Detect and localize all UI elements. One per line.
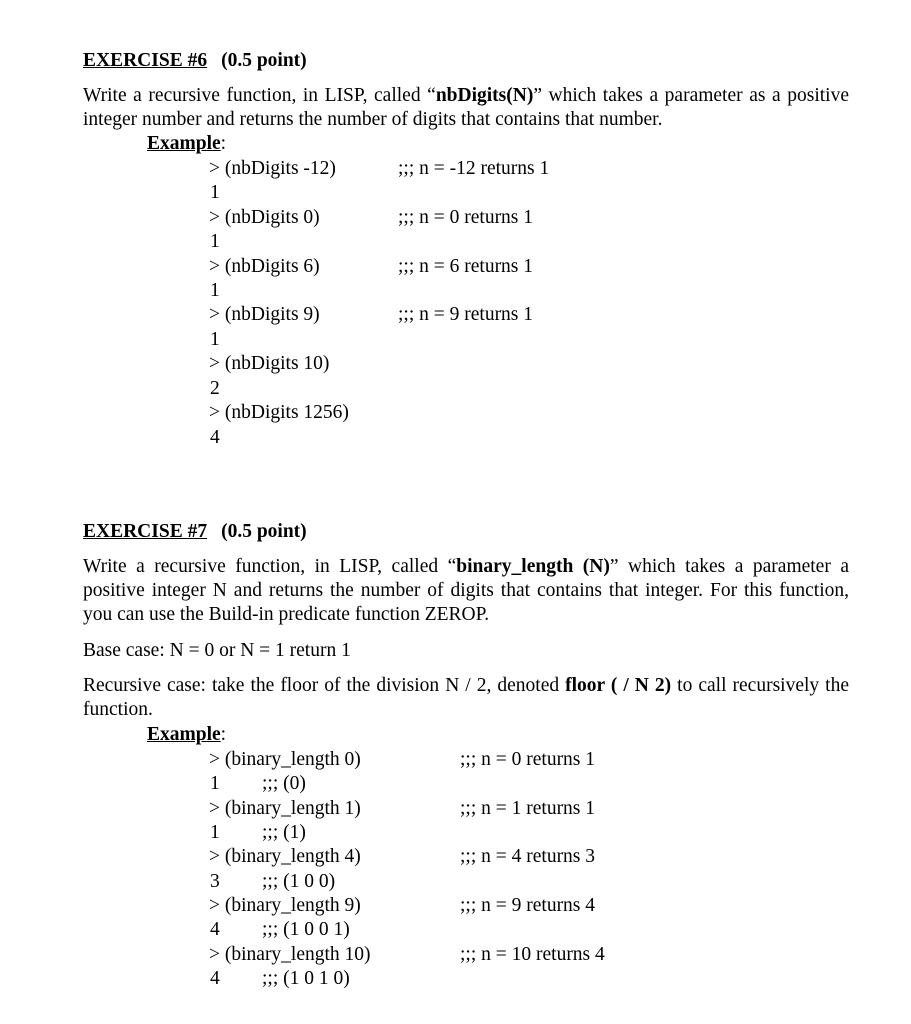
exercise-7-points: (0.5 point) (221, 521, 307, 542)
code-prompt: > (binary_length 0) (209, 749, 361, 770)
code-comment: ;;; n = 6 returns 1 (398, 256, 534, 277)
exercise-7-number: EXERCISE #7 (83, 521, 208, 542)
code-prompt: > (nbDigits 1256) (209, 402, 349, 423)
code-prompt: > (nbDigits -12) (209, 158, 336, 179)
code-comment: ;;; n = 0 returns 1 (460, 749, 596, 770)
floor-expression: floor ( / N 2) (565, 675, 672, 696)
code-prompt: > (binary_length 1) (209, 798, 361, 819)
recursive-case: Recursive case: take the floor of the division N / 2, denoted floor ( / N 2) to call recursively the function. (83, 675, 849, 720)
code-result: 1 (210, 280, 220, 301)
code-comment: ;;; n = 1 returns 1 (460, 798, 596, 819)
code-prompt: > (nbDigits 0) (209, 207, 320, 228)
code-comment: ;;; n = 9 returns 1 (398, 304, 534, 325)
code-result: 3 (210, 871, 220, 892)
exercise-7-description: Write a recursive function, in LISP, called “binary_length (N)” which takes a parameter a positive integer N and returns the number of digits that contains that integer. For this function, you can use the Build-in predicate function ZEROP. (83, 556, 849, 625)
code-result: 1 (210, 231, 220, 252)
code-comment: ;;; n = 0 returns 1 (398, 207, 534, 228)
code-result: 1 (210, 822, 220, 843)
code-trace: ;;; (1 0 0 1) (262, 919, 350, 940)
exercise-7-example-label: Example: (147, 724, 227, 745)
code-prompt: > (binary_length 4) (209, 846, 361, 867)
code-trace: ;;; (1) (262, 822, 306, 843)
function-name-nbdigits: nbDigits(N) (435, 85, 534, 106)
code-prompt: > (nbDigits 6) (209, 256, 320, 277)
code-trace: ;;; (1 0 0) (262, 871, 336, 892)
exercise-6-example-label: Example: (147, 133, 227, 154)
exercise-6-description: Write a recursive function, in LISP, called “nbDigits(N)” which takes a parameter as a positive integer number and returns the number of digits that contains that number. (83, 85, 849, 130)
code-comment: ;;; n = 9 returns 4 (460, 895, 596, 916)
code-trace: ;;; (0) (262, 773, 306, 794)
code-trace: ;;; (1 0 1 0) (262, 968, 350, 989)
exercise-6-number: EXERCISE #6 (83, 50, 208, 71)
code-comment: ;;; n = 4 returns 3 (460, 846, 596, 867)
exercise-6-heading (83, 49, 307, 73)
exercise-7-heading (83, 520, 307, 544)
code-result: 4 (210, 919, 220, 940)
code-result: 1 (210, 182, 220, 203)
code-comment: ;;; n = 10 returns 4 (460, 944, 605, 965)
exercise-6-points: (0.5 point) (221, 50, 307, 71)
code-result: 2 (210, 378, 220, 399)
code-result: 4 (210, 968, 220, 989)
function-name-binary-length: binary_length (N) (456, 556, 610, 577)
code-prompt: > (binary_length 9) (209, 895, 361, 916)
base-case: Base case: N = 0 or N = 1 return 1 (83, 640, 351, 661)
code-comment: ;;; n = -12 returns 1 (398, 158, 550, 179)
code-result: 4 (210, 427, 220, 448)
code-result: 1 (210, 773, 220, 794)
code-result: 1 (210, 329, 220, 350)
code-prompt: > (nbDigits 10) (209, 353, 330, 374)
code-prompt: > (nbDigits 9) (209, 304, 320, 325)
code-prompt: > (binary_length 10) (209, 944, 371, 965)
